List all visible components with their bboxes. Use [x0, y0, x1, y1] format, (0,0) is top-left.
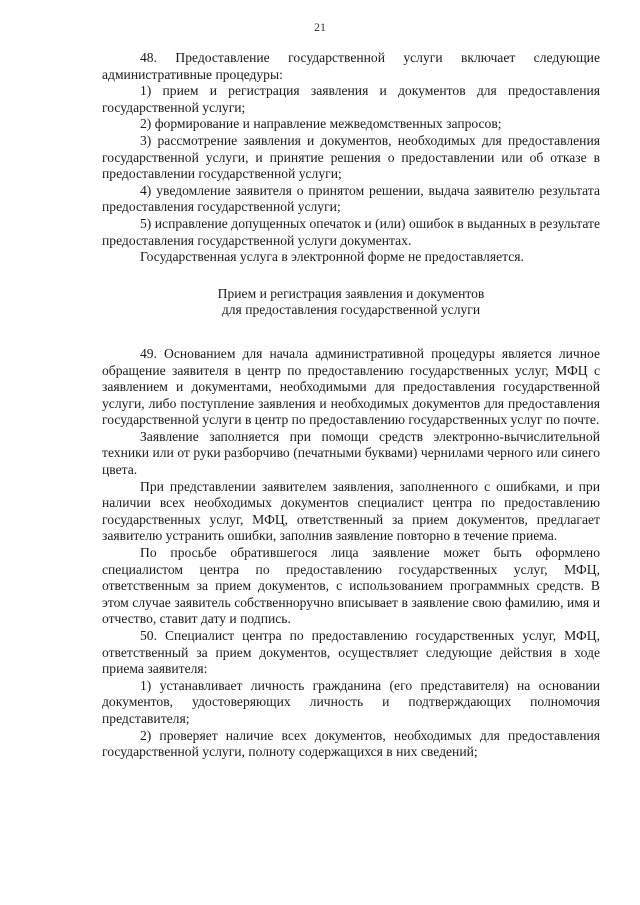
list-item-2: 2) формирование и направление межведомственных запросов; [140, 116, 502, 132]
paragraph-errors: При представлении заявителем заявления, заполненного с ошибками, и при наличии всех необходимых документов специалист центра по предоставлению государственных услуг, МФЦ, ответственный за прием документов, предлагает заявителю устранить ошибки, заполнив заявление повторно в течение приема. [102, 478, 600, 544]
paragraph-form-filling: Заявление заполняется при помощи средств электронно-вычислительной техники или от руки разборчиво (печатными буквами) чернилами черного или синего цвета. [102, 428, 600, 478]
paragraph-specialist-filling: По просьбе обратившегося лица заявление может быть оформлено специалистом центра по предоставлению государственных услуг, МФЦ, ответственным за прием документов, с использованием программных средств. В этом случае заявитель собственноручно вписывает в заявление свою фамилию, имя и отчество, ставит дату и подпись. [102, 545, 600, 627]
list-item-4: 4) уведомление заявителя о принятом решении, выдача заявителю результата предоставления государственной услуги; [102, 182, 600, 215]
list-item-1: 1) прием и регистрация заявления и документов для предоставления государственной услуги; [102, 83, 600, 115]
paragraph-50: 50. Специалист центра по предоставлению государственных услуг, МФЦ, ответственный за прием документов, осуществляет следующие действия в ходе приема заявителя: [102, 628, 600, 677]
page-number: 21 [314, 20, 326, 34]
document-body [102, 50, 600, 761]
list-item-3: 3) рассмотрение заявления и документов, необходимых для предоставления государственной услуги, и принятие решения о предоставлении или об отказе в предоставлении государственной услуги; [102, 132, 600, 182]
list-item-5: 5) исправление допущенных опечаток и (или) ошибок в выданных в результате предоставления государственной услуги документах. [102, 215, 600, 248]
paragraph-49: 49. Основанием для начала административной процедуры является личное обращение заявителя в центр по предоставлению государственных услуг, МФЦ с заявлением и документами, необходимыми для предоставления государственной услуги, либо поступление заявления и необходимых документов для предоставления государственной услуги в центр по предоставлению государственных услуг по почте. [102, 345, 600, 428]
action-item-2: 2) проверяет наличие всех документов, необходимых для предоставления государственной услуги, полноту содержащихся в них сведений; [102, 727, 600, 760]
section-heading-line-2: для предоставления государственной услуги [221, 302, 481, 318]
paragraph-48: 48. Предоставление государственной услуги включает следующие административные процедуры: [102, 50, 600, 82]
section-heading-line-1: Прием и регистрация заявления и документов [217, 285, 485, 301]
action-item-1: 1) устанавливает личность гражданина (его представителя) на основании документов, удостоверяющих личность и подтверждающих полномочия представителя; [102, 677, 600, 726]
electronic-form-note: Государственная услуга в электронной форме не предоставляется. [140, 249, 524, 265]
